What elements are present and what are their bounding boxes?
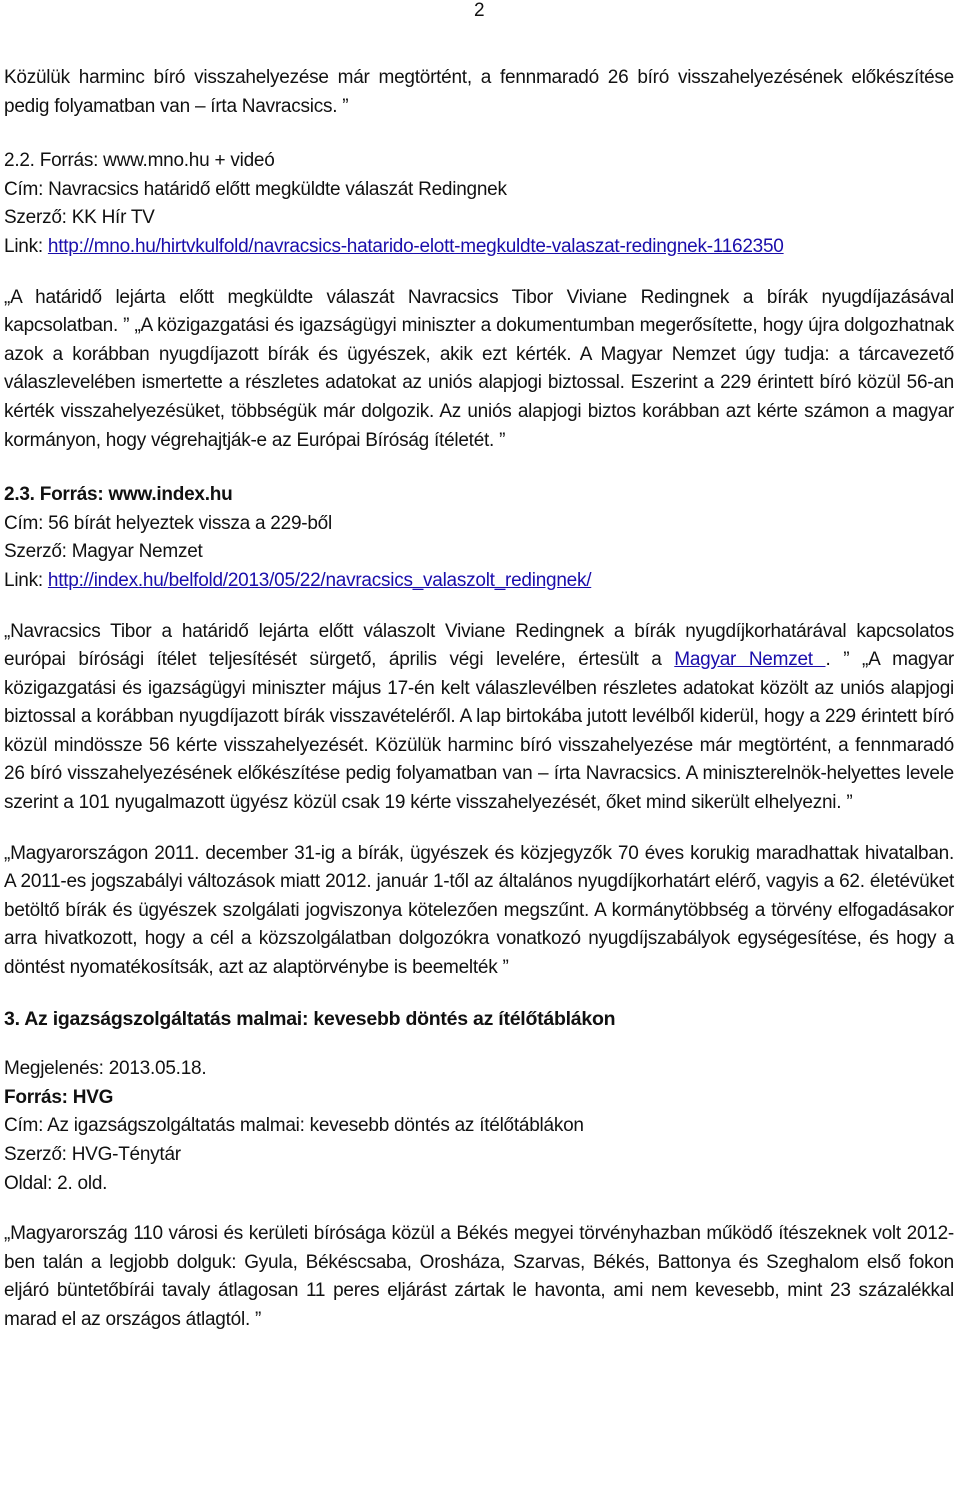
spacer xyxy=(4,983,954,1005)
section-3-page: Oldal: 2. old. xyxy=(4,1172,108,1194)
body-text: „Navracsics Tibor a határidő lejárta előtt válaszolt Viviane Redingnek a bírák nyugdíjkorhatárával kapcsolatos európai bírósági ítélet teljesítését sürgető, április végi levelére, értesült a xyxy=(4,620,954,671)
body-text: . ” „A magyar közigazgatási és igazságügyi miniszter május 17-én kelt válaszlevélben részletes adatokat közölt az uniós alapjogi biztossal a korábban nyugdíjazott bírák visszavételéről. A lap birtokába jutott levélből kiderül, hogy a 229 érintett bíró közül mindössze 56 kérte visszahelyezését. Közülük harminc bíró visszahelyezése már megtörtént, a fennmaradó 26 bíró visszahelyezésének előkészítése pedig folyamatban van – írta Navracsics. A miniszterelnök-helyettes levele szerint a 101 nyugalmazott ügyész közül csak 19 kérte visszahelyezését, őket mind sikerült elhelyezni. ” xyxy=(4,649,955,814)
spacer xyxy=(4,818,954,840)
section-2-3-title: Cím: 56 bírát helyeztek vissza a 229-ből xyxy=(4,512,332,534)
link-label: Link: xyxy=(4,235,48,257)
intro-paragraph: Közülük harminc bíró visszahelyezése már megtörtént, a fennmaradó 26 bíró visszahelyezésének előkészítése pedig folyamatban van – írta Navracsics. ” xyxy=(4,67,954,117)
section-2-3-body xyxy=(4,618,954,818)
magyar-nemzet-link[interactable]: Magyar Nemzet xyxy=(674,649,826,671)
section-2-2-link-line xyxy=(4,233,954,262)
spacer xyxy=(4,596,954,618)
section-2-3-quote: „Magyarországon 2011. december 31-ig a bírák, ügyészek és közjegyzők 70 éves korukig maradhattak hivatalban. A 2011-es jogszabályi változások miatt 2012. január 1-től az általános nyugdíjkorhatárt elérő, vagyis a 62. életévüket betöltő bírák és ügyészek szolgálati jogviszonya kötelezően megszűnt. A kormánytöbbség a törvény elfogadásakor arra hivatkozott, hogy a cél a közszolgálatban dolgozókra vonatkozó nyugdíjszabályok egységesítése, és hogy a döntést nyomatékosítsák, azt az alaptörvénybe is beemelték ” xyxy=(4,842,954,979)
source-link[interactable]: http://index.hu/belfold/2013/05/22/navracsics_valaszolt_redingnek/ xyxy=(47,569,592,591)
spacer xyxy=(4,121,954,147)
section-3-source: Forrás: HVG xyxy=(4,1086,114,1108)
section-2-3-author: Szerző: Magyar Nemzet xyxy=(4,541,203,563)
section-3-body: „Magyarország 110 városi és kerületi bírósága közül a Békés megyei törvényhazban működő ítészeknek volt 2012-ben talán a legjobb dolguk: Gyula, Békéscsaba, Orosháza, Szarvas, Békés, Battonya és Szeghalom első fokon eljáró büntetőbírái tavaly átlagosan 11 peres eljárást zártak le havonta, ami nem kevesebb, mint 23 százalékkal marad el az országos átlagtól. ” xyxy=(4,1223,954,1330)
spacer xyxy=(4,262,954,284)
section-3-heading: 3. Az igazságszolgáltatás malmai: kevesebb döntés az ítélőtáblákon xyxy=(4,1007,616,1030)
section-2-2-title: Cím: Navracsics határidő előtt megküldte válaszát Redingnek xyxy=(4,178,507,200)
section-3-title: Cím: Az igazságszolgáltatás malmai: kevesebb döntés az ítélőtáblákon xyxy=(4,1115,584,1137)
spacer xyxy=(4,1033,954,1055)
section-2-3-heading: 2.3. Forrás: www.index.hu xyxy=(4,484,233,506)
section-3-published: Megjelenés: 2013.05.18. xyxy=(4,1058,207,1080)
link-label: Link: xyxy=(4,569,48,591)
section-2-2-author: Szerző: KK Hír TV xyxy=(4,207,155,229)
section-2-2-heading: 2.2. Forrás: www.mno.hu + videó xyxy=(4,150,275,172)
section-2-3-link-line xyxy=(4,567,954,596)
section-2-2-body: „A határidő lejárta előtt megküldte válaszát Navracsics Tibor Viviane Redingnek a bírák nyugdíjazásával kapcsolatban. ” „A közigazgatási és igazságügyi miniszter a dokumentumban megerősítette, hogy újra dolgozhatnak azok a korábban nyugdíjazott bírák és ügyészek, akik ezt kérték. A Magyar Nemzet úgy tudja: a tárcavezető válaszlevelében ismertette a részletes adatokat az uniós alapjogi biztossal. Eszerint a 229 érintett bíró közül 56-an kérték visszahelyezésüket, többségük már dolgozik. Az uniós alapjogi biztos korábban azt kérte számon a magyar kormányon, hogy végrehajtják-e az Európai Bíróság ítéletét. ” xyxy=(4,286,954,451)
page-number: 2 xyxy=(474,0,485,21)
document-content xyxy=(4,64,954,1335)
section-3-author: Szerző: HVG-Ténytár xyxy=(4,1144,181,1165)
spacer xyxy=(4,455,954,481)
spacer xyxy=(4,1198,954,1220)
source-link[interactable]: http://mno.hu/hirtvkulfold/navracsics-hatarido-elott-megkuldte-valaszat-redingnek-1162350 xyxy=(47,235,784,257)
